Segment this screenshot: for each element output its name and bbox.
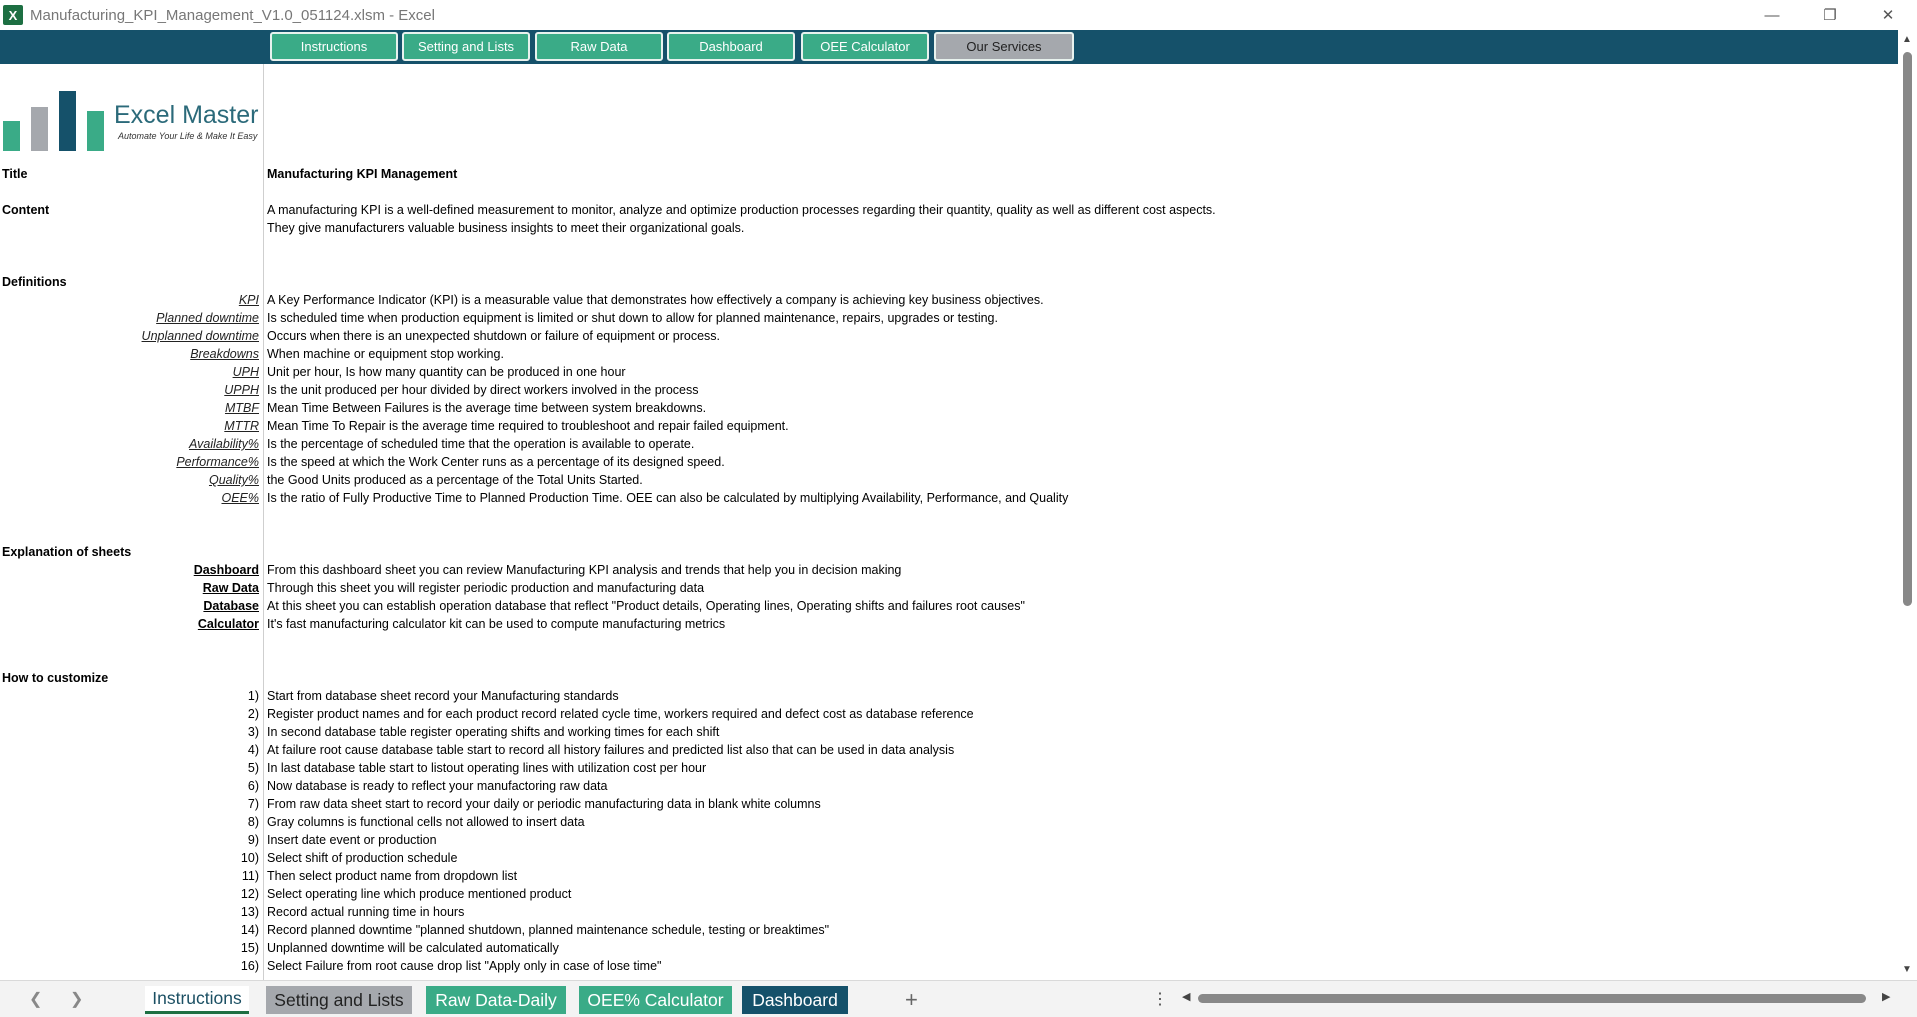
step-number: 13) — [240, 905, 259, 919]
sheet-link-dashboard[interactable]: Dashboard — [193, 563, 259, 577]
step-number: 1) — [247, 689, 259, 703]
step-number: 16) — [240, 959, 259, 973]
horizontal-scrollbar[interactable] — [1178, 989, 1896, 1007]
page-title: Manufacturing KPI Management — [267, 167, 458, 181]
sheet-description: At this sheet you can establish operation database that reflect "Product details, Operating lines, Operating shifts and failures root causes" — [267, 599, 1025, 613]
tab-prev-icon[interactable]: ❮ — [29, 991, 43, 1008]
definition-term[interactable]: MTTR — [224, 419, 259, 433]
step-text: Select Failure from root cause drop list "Apply only in case of lose time" — [267, 959, 662, 973]
sheet-description: From this dashboard sheet you can review Manufacturing KPI analysis and trends that help you in decision making — [267, 563, 902, 577]
logo-tagline: Automate Your Life & Make It Easy — [118, 131, 258, 141]
title-label: Title — [2, 167, 28, 181]
step-number: 6) — [247, 779, 259, 793]
step-number: 12) — [240, 887, 259, 901]
definition-term[interactable]: Quality% — [208, 473, 259, 487]
step-text: Now database is ready to reflect your manufactoring raw data — [267, 779, 608, 793]
nav-band — [0, 30, 1898, 64]
step-number: 8) — [247, 815, 259, 829]
step-text: Then select product name from dropdown list — [267, 869, 518, 883]
nav-oee-calculator-button[interactable]: OEE Calculator — [801, 32, 929, 61]
excel-master-logo — [3, 79, 263, 151]
nav-settings-button[interactable]: Setting and Lists — [402, 32, 530, 61]
step-number: 2) — [247, 707, 259, 721]
definition-term[interactable]: Performance% — [176, 455, 259, 469]
tab-instructions[interactable]: Instructions — [145, 986, 249, 1014]
nav-instructions-button[interactable]: Instructions — [270, 32, 398, 61]
definition-term[interactable]: Availability% — [189, 437, 259, 451]
definition-term[interactable]: MTBF — [224, 401, 259, 415]
vertical-scrollbar[interactable] — [1898, 30, 1917, 980]
step-number: 4) — [247, 743, 259, 757]
nav-our-services-button[interactable]: Our Services — [934, 32, 1074, 61]
nav-raw-data-button[interactable]: Raw Data — [535, 32, 663, 61]
step-number: 14) — [240, 923, 259, 937]
definition-term[interactable]: Breakdowns — [190, 347, 259, 361]
worksheet[interactable] — [0, 64, 1898, 980]
definition-text: Is the unit produced per hour divided by direct workers involved in the process — [267, 383, 699, 397]
step-text: Insert date event or production — [267, 833, 437, 847]
definition-term[interactable]: KPI — [238, 293, 259, 307]
more-options-icon[interactable]: ⋮ — [1152, 991, 1168, 1008]
close-button[interactable]: ✕ — [1881, 7, 1895, 24]
step-number: 7) — [247, 797, 259, 811]
step-text: In last database table start to listout operating lines with utilization cost per hour — [267, 761, 707, 775]
definition-text: Unit per hour, Is how many quantity can be produced in one hour — [267, 365, 626, 379]
sheet-link-database[interactable]: Database — [203, 599, 259, 613]
excel-app-icon: X — [3, 5, 23, 25]
step-text: Select shift of production schedule — [267, 851, 458, 865]
definition-text: Is the ratio of Fully Productive Time to Planned Production Time. OEE can also be calculated by multiplying Availability, Performance, and Quality — [267, 491, 1069, 505]
step-number: 9) — [247, 833, 259, 847]
content-label: Content — [2, 203, 50, 217]
title-bar — [0, 0, 1917, 30]
step-text: Select operating line which produce mentioned product — [267, 887, 572, 901]
definition-text: Mean Time To Repair is the average time required to troubleshoot and repair failed equipment. — [267, 419, 789, 433]
tab-oee-calculator[interactable]: OEE% Calculator — [579, 986, 732, 1014]
content-line: They give manufacturers valuable business insights to meet their organizational goals. — [267, 221, 745, 235]
tab-next-icon[interactable]: ❯ — [70, 991, 84, 1008]
tab-raw-data-daily[interactable]: Raw Data-Daily — [426, 986, 566, 1014]
sheet-link-calculator[interactable]: Calculator — [197, 617, 259, 631]
step-text: Gray columns is functional cells not allowed to insert data — [267, 815, 585, 829]
definition-text: Is the percentage of scheduled time that the operation is available to operate. — [267, 437, 695, 451]
step-text: Record actual running time in hours — [267, 905, 465, 919]
tab-dashboard[interactable]: Dashboard — [742, 986, 848, 1014]
restore-button[interactable]: ❐ — [1823, 7, 1837, 24]
scroll-down-icon[interactable]: ▼ — [1902, 964, 1912, 975]
definition-text: Is the speed at which the Work Center runs as a percentage of its designed speed. — [267, 455, 725, 469]
logo-bar — [31, 107, 48, 151]
logo-bar — [87, 111, 104, 151]
minimize-button[interactable]: — — [1764, 6, 1780, 24]
vertical-scroll-thumb[interactable] — [1903, 52, 1912, 606]
step-text: At failure root cause database table start to record all history failures and predicted list also that can be used in data analysis — [267, 743, 955, 757]
sheet-tab-bar — [0, 980, 1917, 1017]
definition-text: the Good Units produced as a percentage of the Total Units Started. — [267, 473, 643, 487]
step-number: 10) — [240, 851, 259, 865]
step-number: 15) — [240, 941, 259, 955]
sheets-heading: Explanation of sheets — [2, 545, 132, 559]
definition-term[interactable]: OEE% — [221, 491, 259, 505]
step-number: 3) — [247, 725, 259, 739]
definition-text: Mean Time Between Failures is the average time between system breakdowns. — [267, 401, 707, 415]
definition-term[interactable]: UPH — [232, 365, 259, 379]
step-text: In second database table register operating shifts and working times for each shift — [267, 725, 720, 739]
step-text: Register product names and for each product record related cycle time, workers required and defect cost as database reference — [267, 707, 974, 721]
logo-bar — [59, 91, 76, 151]
nav-dashboard-button[interactable]: Dashboard — [667, 32, 795, 61]
content-line: A manufacturing KPI is a well-defined measurement to monitor, analyze and optimize production processes regarding their quantity, quality as well as different cost aspects. — [267, 203, 1216, 217]
step-text: Unplanned downtime will be calculated automatically — [267, 941, 559, 955]
window-title: Manufacturing_KPI_Management_V1.0_051124.xlsm - Excel — [30, 6, 435, 24]
sheet-description: It's fast manufacturing calculator kit can be used to compute manufacturing metrics — [267, 617, 726, 631]
scroll-left-icon[interactable]: ◀ — [1182, 991, 1191, 1003]
definition-text: When machine or equipment stop working. — [267, 347, 504, 361]
step-text: Start from database sheet record your Manufacturing standards — [267, 689, 619, 703]
sheet-description: Through this sheet you will register periodic production and manufacturing data — [267, 581, 705, 595]
horizontal-scroll-thumb[interactable] — [1198, 994, 1866, 1003]
step-number: 5) — [247, 761, 259, 775]
definition-text: Occurs when there is an unexpected shutdown or failure of equipment or process. — [267, 329, 721, 343]
definition-term[interactable]: UPPH — [224, 383, 259, 397]
scroll-up-icon[interactable]: ▲ — [1902, 34, 1912, 45]
add-sheet-icon[interactable]: + — [905, 987, 918, 1012]
customize-heading: How to customize — [2, 671, 109, 685]
definition-term[interactable]: Planned downtime — [156, 311, 259, 325]
step-text: From raw data sheet start to record your daily or periodic manufacturing data in blank white columns — [267, 797, 821, 811]
definition-term[interactable]: Unplanned downtime — [141, 329, 259, 343]
scroll-right-icon[interactable]: ▶ — [1882, 991, 1891, 1003]
definitions-heading: Definitions — [2, 275, 67, 289]
definition-text: Is scheduled time when production equipment is limited or shut down to allow for planned maintenance, repairs, upgrades or testing. — [267, 311, 998, 325]
sheet-link-raw-data[interactable]: Raw Data — [202, 581, 259, 595]
step-text: Record planned downtime "planned shutdown, planned maintenance schedule, testing or breaktimes" — [267, 923, 830, 937]
definition-text: A Key Performance Indicator (KPI) is a measurable value that demonstrates how effectively a company is achieving key business objectives. — [267, 293, 1044, 307]
logo-brand: Excel Master — [114, 101, 259, 129]
step-number: 11) — [241, 869, 259, 883]
logo-bar — [3, 121, 20, 151]
tab-setting-and-lists[interactable]: Setting and Lists — [266, 986, 412, 1014]
